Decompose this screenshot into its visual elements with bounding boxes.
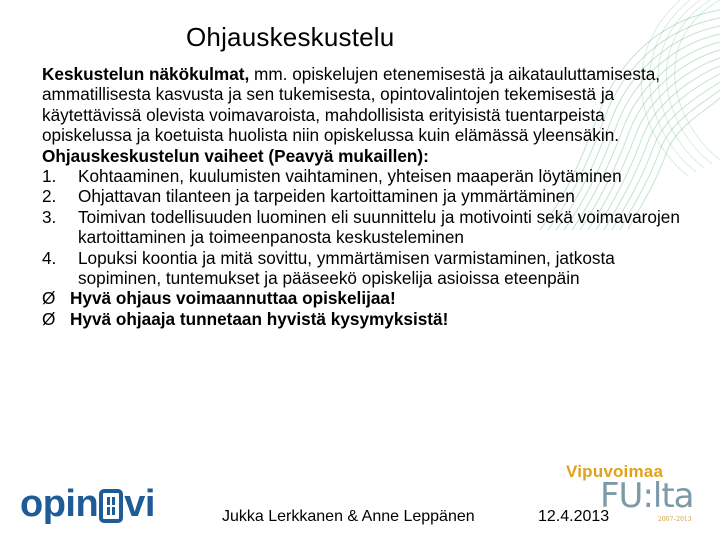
phase-number: 1.	[42, 166, 57, 187]
phase-number: 4.	[42, 247, 57, 268]
footer-authors: Jukka Lerkkanen & Anne Leppänen	[222, 508, 475, 525]
arrow-bullet-icon: Ø	[42, 308, 56, 329]
phase-item	[42, 186, 682, 206]
door-icon	[99, 489, 123, 523]
bullet-item	[42, 288, 682, 308]
main-content	[42, 64, 682, 329]
intro-paragraph	[42, 64, 682, 146]
opinovi-logo-left: opin	[20, 482, 99, 525]
vipuvoimaa-fulta-logo	[566, 462, 716, 522]
bullet-text: Hyvä ohjaaja tunnetaan hyvistä kysymyksistä!	[70, 308, 449, 329]
phase-text: Kohtaaminen, kuulumisten vaihtaminen, yhteisen maaperän löytäminen	[78, 166, 622, 187]
opinovi-logo-right: vi	[124, 482, 155, 525]
footer-date: 12.4.2013	[538, 508, 610, 525]
years-text: 2007–2013	[658, 516, 692, 523]
phase-number: 2.	[42, 186, 57, 207]
intro-text: mm. opiskelujen etenemisestä ja aikatauluttamisesta, ammatillisesta kasvusta ja sen tukemisesta, opintovalintojen tekemisestä ja käytettävissä olevista voimavaroista, mahdollisista erityisistä tuentarpeista opiskelussa ja koetuista huolista niin opiskelussa kuin elämässä yleensäkin.	[42, 64, 661, 146]
phase-item	[42, 207, 682, 248]
phase-item	[42, 248, 682, 289]
bullet-text: Hyvä ohjaus voimaannuttaa opiskelijaa!	[70, 288, 396, 309]
phases-heading: Ohjauskeskustelun vaiheet (Peavyä mukaillen):	[42, 145, 429, 166]
phase-number: 3.	[42, 206, 57, 227]
fulta-text: FU:lta	[600, 476, 694, 516]
bullet-item	[42, 309, 682, 329]
intro-lead: Keskustelun näkökulmat,	[42, 64, 250, 84]
phase-item	[42, 166, 682, 186]
opinovi-logo	[20, 484, 155, 524]
page-title: Ohjauskeskustelu	[186, 22, 395, 52]
phase-text: Ohjattavan tilanteen ja tarpeiden kartoittaminen ja ymmärtäminen	[78, 186, 575, 207]
vipuvoimaa-text: Vipuvoimaa	[566, 462, 664, 481]
phase-text: Toimivan todellisuuden luominen eli suunnittelu ja motivointi sekä voimavarojen kartoittaminen ja toimeenpanosta keskusteleminen	[78, 206, 680, 248]
arrow-bullet-icon: Ø	[42, 288, 56, 309]
phase-text: Lopuksi koontia ja mitä sovittu, ymmärtämisen varmistaminen, jatkosta sopiminen, tuntemukset ja pääseekö opiskelija asioissa eteenpäin	[78, 247, 615, 289]
